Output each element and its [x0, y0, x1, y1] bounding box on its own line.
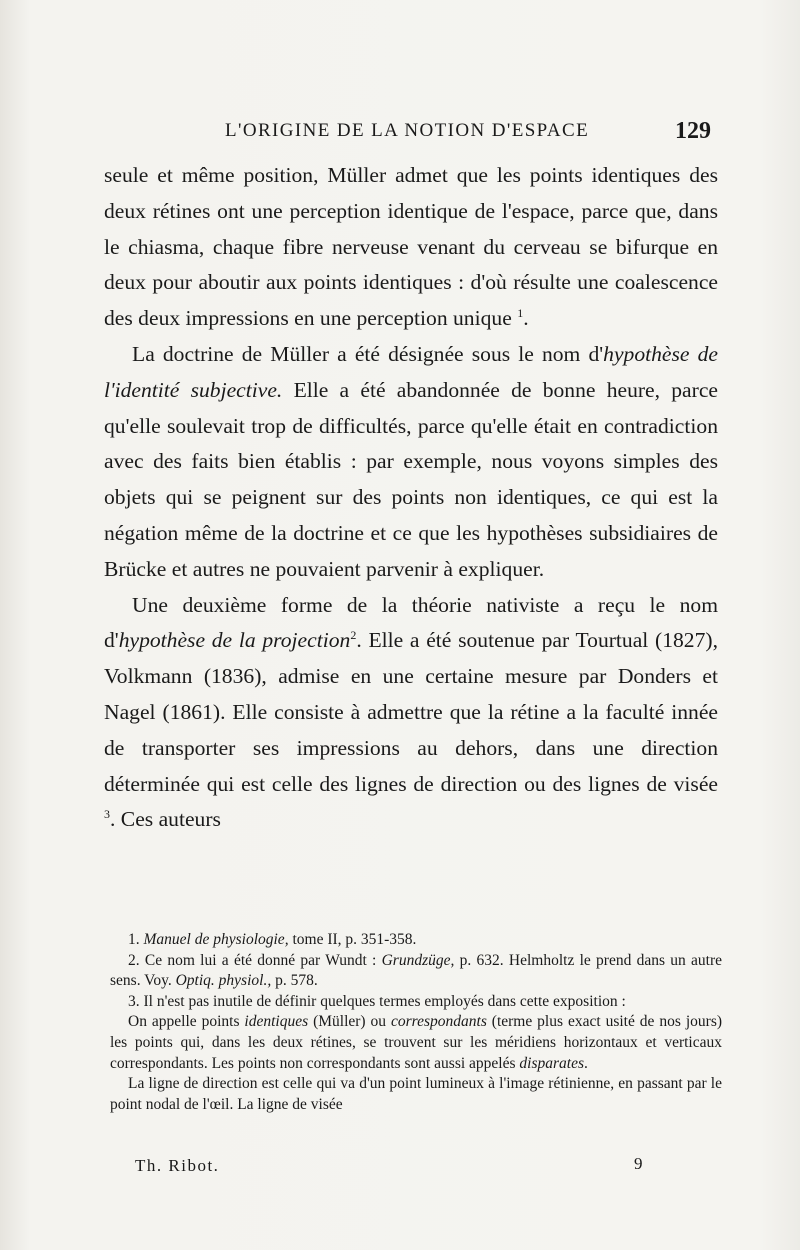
note-ref-3: 3 — [104, 807, 110, 822]
footnote-2-middle: p. 632. Helmholtz le prend dans un autre sens. Voy. — [110, 951, 722, 990]
footnote-3: 3. Il n'est pas inutile de définir quelques termes employés dans cette exposition : — [128, 992, 626, 1010]
paragraph-3-end: . Ces auteurs — [110, 807, 221, 832]
paragraph-3-italic: hypothèse de la projection — [118, 628, 351, 653]
paragraph-1 — [104, 158, 718, 337]
paragraph-3-middle: . Elle a été soutenue par Tourtual (1827), Volkmann (1836), admise en une certaine mesure par Donders et Nagel (1861). Elle consiste à admettre que la rétine a la faculté innée de transporter ses impressions au dehors, dans une direction déterminée qui est celle des lignes de direction ou des lignes de visée — [104, 628, 718, 796]
paragraph-3-start: Une deuxième forme de la théorie nativiste a reçu le nom d' — [104, 592, 718, 653]
footnote-2-end: p. 578. — [271, 972, 318, 990]
footnote-3b-end: . — [583, 1054, 588, 1072]
paragraph-3 — [104, 588, 718, 839]
footnote-2-start: 2. Ce nom lui a été donné par Wundt : — [128, 951, 382, 969]
signature-sheet-number: 9 — [634, 1154, 643, 1173]
note-ref-1: 1 — [517, 306, 524, 321]
footnote-2 — [110, 951, 722, 992]
footnote-3b-start: On appelle points — [128, 1013, 245, 1031]
paragraph-1-text: seule et même position, Müller admet que les points identiques des deux rétines ont une perception identique de l'espace, parce que, dans le chiasma, chaque fibre nerveuse venant du cerveau se bifurque en deux pour aboutir aux points identiques : d'où résulte une coalescence des deux impressions en une perception unique — [104, 163, 718, 331]
footnote-1-num: 1. — [128, 931, 144, 948]
signature-author: Th. Ribot. — [135, 1156, 220, 1175]
footnote-3b-italic-3: disparates — [519, 1054, 584, 1072]
paragraph-2-end: Elle a été abandonnée de bonne heure, parce qu'elle soulevait trop de difficultés, parce qu'elle était en contradiction avec des faits bien établis : par exemple, nous voyons simples des objets qui se peignent sur des points non identiques, ce qui est la négation même de la doctrine et ce que les hypothèses subsidiaires de Brücke et autres ne pouvaient parvenir à expliquer. — [104, 377, 719, 581]
footnote-3-identiques — [110, 1012, 722, 1074]
footnote-1 — [110, 930, 722, 951]
paragraph-2-italic: hypothèse de l'identité subjective. — [104, 341, 718, 402]
paragraph-1-end: . — [523, 306, 529, 331]
footnote-1-text: tome II, p. 351-358. — [288, 931, 417, 948]
footnote-3b-italic-1: identiques — [244, 1013, 309, 1031]
paragraph-2 — [104, 337, 718, 588]
footnote-3b-middle-2: (terme plus exact usité de nos jours) les points qui, dans les deux rétines, se trouvent sur les méridiens horizontaux et verticaux correspondants. Les points non correspondants sont aussi appelés — [110, 1013, 723, 1072]
footnote-3-direction: La ligne de direction est celle qui va d'un point lumineux à l'image rétinienne, en passant par le point nodal de l'œil. La ligne de visée — [110, 1075, 722, 1113]
footnote-1-italic: Manuel de physiologie, — [143, 931, 289, 948]
paragraph-2-start: La doctrine de Müller a été désignée sous le nom d' — [132, 341, 604, 366]
running-head — [105, 118, 717, 148]
note-ref-2: 2 — [350, 628, 357, 643]
footnotes — [110, 930, 722, 1115]
footnote-2-italic-2: Optiq. physiol., — [175, 972, 272, 990]
page-number: 129 — [675, 118, 711, 144]
footnote-3b-middle-1: (Müller) ou — [308, 1013, 391, 1031]
running-title: L'ORIGINE DE LA NOTION D'ESPACE — [225, 120, 590, 141]
body-text — [104, 158, 718, 838]
footnote-2-italic-1: Grundzüge, — [381, 951, 455, 969]
footnote-3b-italic-2: correspondants — [390, 1013, 487, 1031]
